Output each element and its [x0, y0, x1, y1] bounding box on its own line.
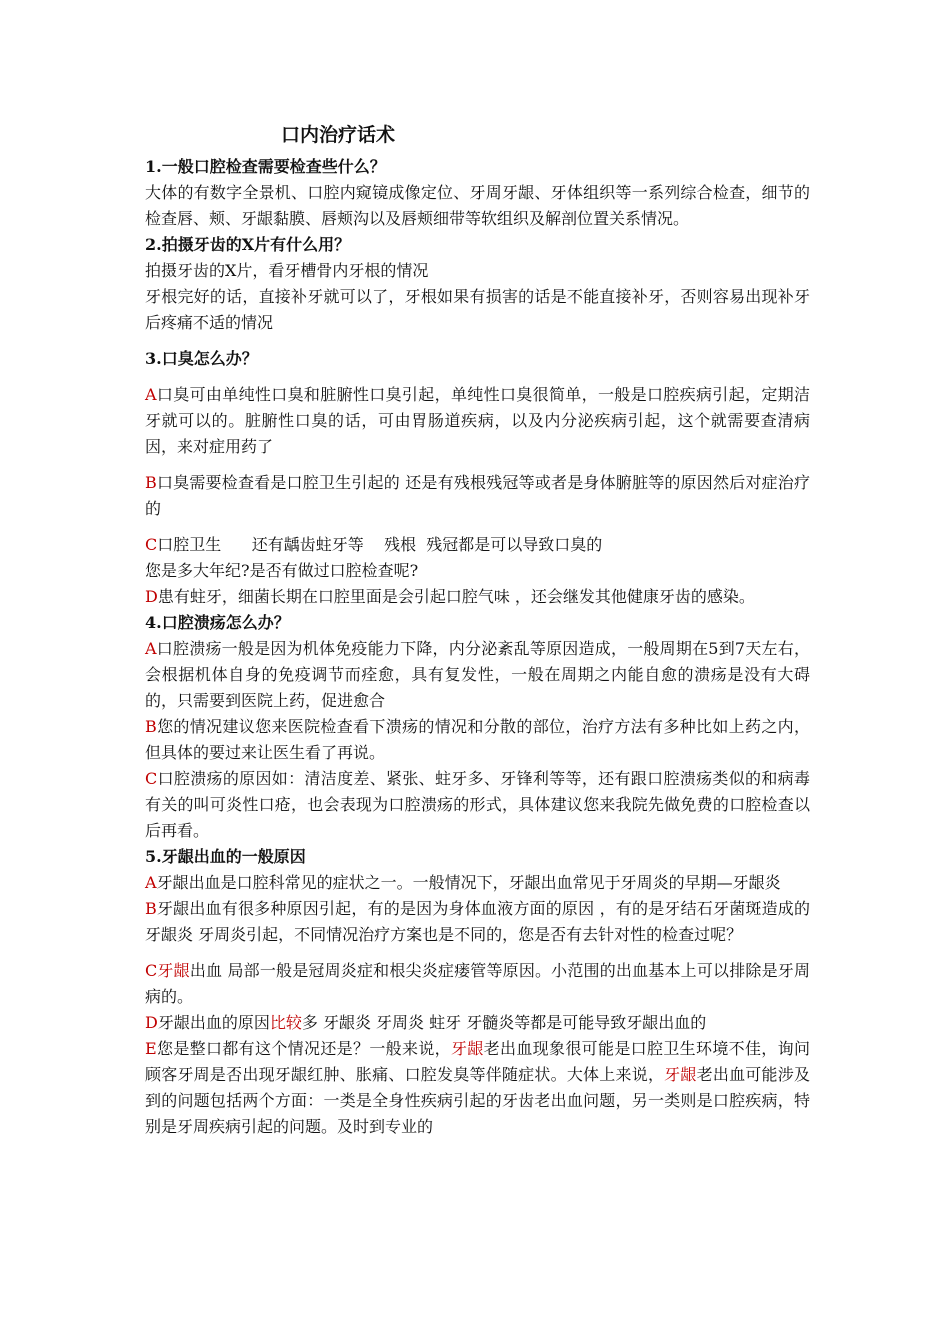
answer-text: 口腔溃疡一般是因为机体免疫能力下降，内分泌紊乱等原因造成，一般周期在5到7天左右，会根据机体自身的免疫调节而痊愈，具有复发性，一般在周期之内能自愈的溃疡是没有大碍的，只需要到医院上药，促进愈合: [145, 639, 810, 710]
question-4: 4.口腔溃疡怎么办？: [145, 613, 290, 632]
option-label: A: [145, 385, 157, 404]
option-label: C: [145, 535, 158, 554]
answer-text: 出血 局部一般是冠周炎症和根尖炎症瘘管等原因。小范围的出血基本上可以排除是牙周病的。: [145, 961, 810, 1006]
option-label: C: [145, 769, 158, 788]
question-2: 2.拍摄牙齿的X片有什么用？: [145, 235, 351, 254]
option-label: B: [145, 717, 157, 736]
answer-5c: [145, 958, 810, 1010]
option-label: C: [145, 961, 158, 980]
highlighted-term: 牙龈: [157, 961, 190, 980]
option-label: E: [145, 1039, 157, 1058]
option-label: B: [145, 899, 157, 918]
option-label: D: [145, 587, 158, 606]
answer-text: 患有蛀牙，细菌长期在口腔里面是会引起口腔气味 ，还会继发其他健康牙齿的感染。: [157, 587, 755, 606]
question-1: 1.一般口腔检查需要检查些什么？: [145, 157, 386, 176]
answer-text: 口腔卫生 还有龋齿蛀牙等 残根 残冠都是可以导致口臭的: [157, 535, 603, 554]
answer-3b: [145, 470, 810, 522]
option-label: D: [145, 1013, 158, 1032]
question-3: 3.口臭怎么办？: [145, 349, 258, 368]
answer-text: 口臭可由单纯性口臭和脏腑性口臭引起，单纯性口臭很简单，一般是口腔疾病引起，定期洁牙就可以的。脏腑性口臭的话，可由胃肠道疾病，以及内分泌疾病引起，这个就需要查清病因，来对症用药了: [145, 385, 810, 456]
highlighted-term: 牙龈: [664, 1065, 697, 1084]
answer-4b: [145, 714, 810, 766]
answer-text: 牙龈出血是口腔科常见的症状之一。一般情况下，牙龈出血常见于牙周炎的早期—牙龈炎: [156, 873, 781, 892]
answer-4a: [145, 636, 810, 714]
option-label: A: [145, 639, 157, 658]
highlighted-term: 牙龈: [451, 1039, 484, 1058]
answer-4c: [145, 766, 810, 844]
answer-text: 牙龈出血有很多种原因引起，有的是因为身体血液方面的原因 ，有的是牙结石牙菌斑造成的牙龈炎 牙周炎引起，不同情况治疗方案也是不同的，您是否有去针对性的检查过呢？: [145, 899, 810, 944]
answer-5a: [145, 870, 810, 896]
answer-1: 大体的有数字全景机、口腔内窥镜成像定位、牙周牙龈、牙体组织等一系列综合检查，细节的检查唇、颊、牙龈黏膜、唇颊沟以及唇颊细带等软组织及解剖位置关系情况。: [145, 183, 810, 228]
document-page: [145, 122, 810, 1140]
answer-3c-followup: 您是多大年纪?是否有做过口腔检查呢?: [145, 561, 419, 580]
answer-text: 您是整口都有这个情况还是？一般来说，: [156, 1039, 451, 1058]
answer-text: 口臭需要检查看是口腔卫生引起的 还是有残根残冠等或者是身体腑脏等的原因然后对症治疗的: [145, 473, 810, 518]
answer-text: 口腔溃疡的原因如：清洁度差、紧张、蛀牙多、牙锋利等等，还有跟口腔溃疡类似的和病毒有关的叫可炎性口疮，也会表现为口腔溃疡的形式，具体建议您来我院先做免费的口腔检查以后再看。: [145, 769, 810, 840]
answer-text: 老出血现象很可能是口腔卫生环境不佳，询问顾客牙周是否出现牙龈红肿、胀痛、口腔发臭等伴随症状。大体上来说，: [145, 1039, 810, 1084]
answer-text: 多 牙龈炎 牙周炎 蛀牙 牙髓炎等都是可能导致牙龈出血的: [301, 1013, 707, 1032]
answer-3d: [145, 584, 810, 610]
answer-text: 老出血可能涉及到的问题包括两个方面：一类是全身性疾病引起的牙齿老出血问题，另一类则是口腔疾病，特别是牙周疾病引起的问题。及时到专业的: [145, 1065, 810, 1136]
answer-text: 牙龈出血的原因: [157, 1013, 270, 1032]
highlighted-term: 比较: [269, 1013, 302, 1032]
option-label: A: [145, 873, 157, 892]
answer-3c: [145, 532, 810, 558]
answer-text: 您的情况建议您来医院检查看下溃疡的情况和分散的部位，治疗方法有多种比如上药之内，但具体的要过来让医生看了再说。: [145, 717, 810, 762]
option-label: B: [145, 473, 157, 492]
answer-5e: [145, 1036, 810, 1140]
question-5: 5.牙龈出血的一般原因: [145, 847, 306, 866]
answer-5d: [145, 1010, 810, 1036]
answer-2-line-2: 牙根完好的话，直接补牙就可以了，牙根如果有损害的话是不能直接补牙，否则容易出现补牙后疼痛不适的情况: [145, 287, 810, 332]
document-title: 口内治疗话术: [281, 124, 396, 146]
answer-2-line-1: 拍摄牙齿的X片，看牙槽骨内牙根的情况: [145, 261, 429, 280]
answer-5b: [145, 896, 810, 948]
answer-3a: [145, 382, 810, 460]
